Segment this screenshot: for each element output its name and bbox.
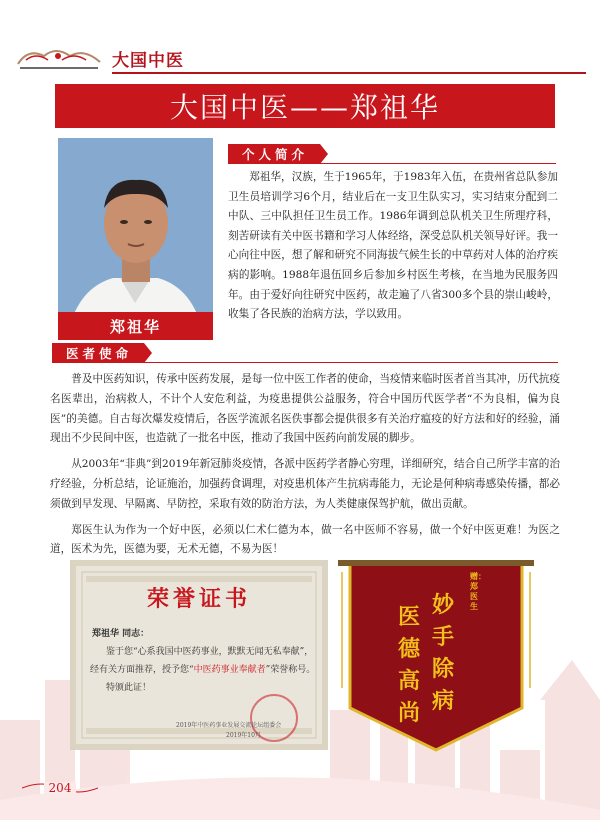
name-plate-text: 郑祖华 <box>109 317 161 336</box>
banner-char: 病 <box>432 689 455 714</box>
banner-dedication: 赠：郑医生 <box>470 572 486 611</box>
certificate-title: 荣誉证书 <box>146 587 251 612</box>
mission-text <box>50 370 560 566</box>
bio-heading <box>228 144 320 164</box>
banner-char: 医 <box>398 605 421 630</box>
mission-paragraph: 从2003年“非典”到2019年新冠肺炎疫情，各派中医药学者静心穷理，详细研究，结合自己所学丰富的治疗经验，分析总结，论证施治，加强药食调理，对疫患机体产生抗病毒能力，无论是何种病毒感染传播，都必须做到早发现、早隔离、早防控，采取有效的防治方法，为人类健康保驾护航，做出贡献。 <box>50 458 560 510</box>
banner-char: 妙 <box>432 593 455 618</box>
mission-paragraph: 郑医生认为作为一个好中医，必须以仁术仁德为本，做一名中医师不容易，做一个好中医更难！为医之道，医术为先，医德为要，无术无德，不易为医！ <box>50 523 560 556</box>
mission-heading <box>52 343 144 363</box>
certificate-footer: 2019年中医药事业发展交流论坛组委会 <box>176 722 282 729</box>
bio-text: 郑祖华，汉族，生于1965年，于1983年入伍，在贵州省总队参加卫生员培训学习6个月，结业后在一支卫生队实习，实习结束分配到二中队、三中队担任卫生员工作。1986年调到总队机关卫生所理疗科，刻苦研读有关中医书籍和学习人体经络，深受总队机关领导好评。我一心向往中医，想了解和研究不同海拔气候生长的中草药对人体的治疗疾病的影响。1988年退伍回乡后参加乡村医生考核，在当地为民服务四年。由于爱好向往研究中医药，故走遍了八省300多个县的崇山峻岭，收集了各民族的治病方法，学以致用。 <box>228 171 558 321</box>
certificate-date: 2019年10月 <box>226 732 261 739</box>
bio-heading-text: 个人简介 <box>242 147 309 162</box>
title-banner <box>55 84 555 128</box>
certificate-honor: 中医药事业奉献者 <box>193 665 266 675</box>
certificate-line-part: 经有关方面推荐，授予您“ <box>90 665 194 675</box>
name-plate <box>58 312 213 340</box>
bio-rule <box>320 163 556 164</box>
cloud-logo-icon <box>14 44 104 72</box>
certificate-line-part: ”荣誉称号。 <box>265 665 316 675</box>
portrait-photo <box>58 138 213 333</box>
page-title: 大国中医——郑祖华 <box>169 91 440 124</box>
section-rule <box>112 72 586 74</box>
page-number-text: 204 <box>48 781 72 795</box>
certificate-line <box>90 662 315 675</box>
mission-rule <box>144 362 558 363</box>
mission-paragraph: 普及中医药知识，传承中医药发展，是每一位中医工作者的使命，当疫情来临时医者首当其冲，历代抗疫名医辈出，治病救人，不计个人安危利益，为疫患提供公益服务，符合中国历代医学者“不为良相，偏为良医”的美德。自古每次爆发疫情后，各医学流派名医佚事都会提供很多有关治疗瘟疫的好方法和好的经验，涌现出不少民间中医，也造就了一批名中医，推动了我国中医药向前发展的脚步。 <box>50 373 560 445</box>
mission-heading-text: 医者使命 <box>66 346 133 361</box>
page-number <box>22 780 98 796</box>
section-header <box>14 42 586 76</box>
section-label: 大国中医 <box>112 51 184 71</box>
banner-char: 手 <box>432 625 455 650</box>
certificate-recipient: 郑祖华 同志： <box>92 629 150 639</box>
certificate-line: 鉴于您“心系我国中医药事业，默默无闻无私奉献”， <box>106 647 314 657</box>
person-portrait-icon <box>58 138 213 333</box>
banner-char: 尚 <box>398 701 421 726</box>
certificate-line: 特颁此证！ <box>106 683 152 693</box>
banner-char: 德 <box>398 637 421 662</box>
banner-char: 除 <box>432 657 455 682</box>
banner-char: 高 <box>398 669 421 694</box>
honor-certificate <box>70 560 328 750</box>
